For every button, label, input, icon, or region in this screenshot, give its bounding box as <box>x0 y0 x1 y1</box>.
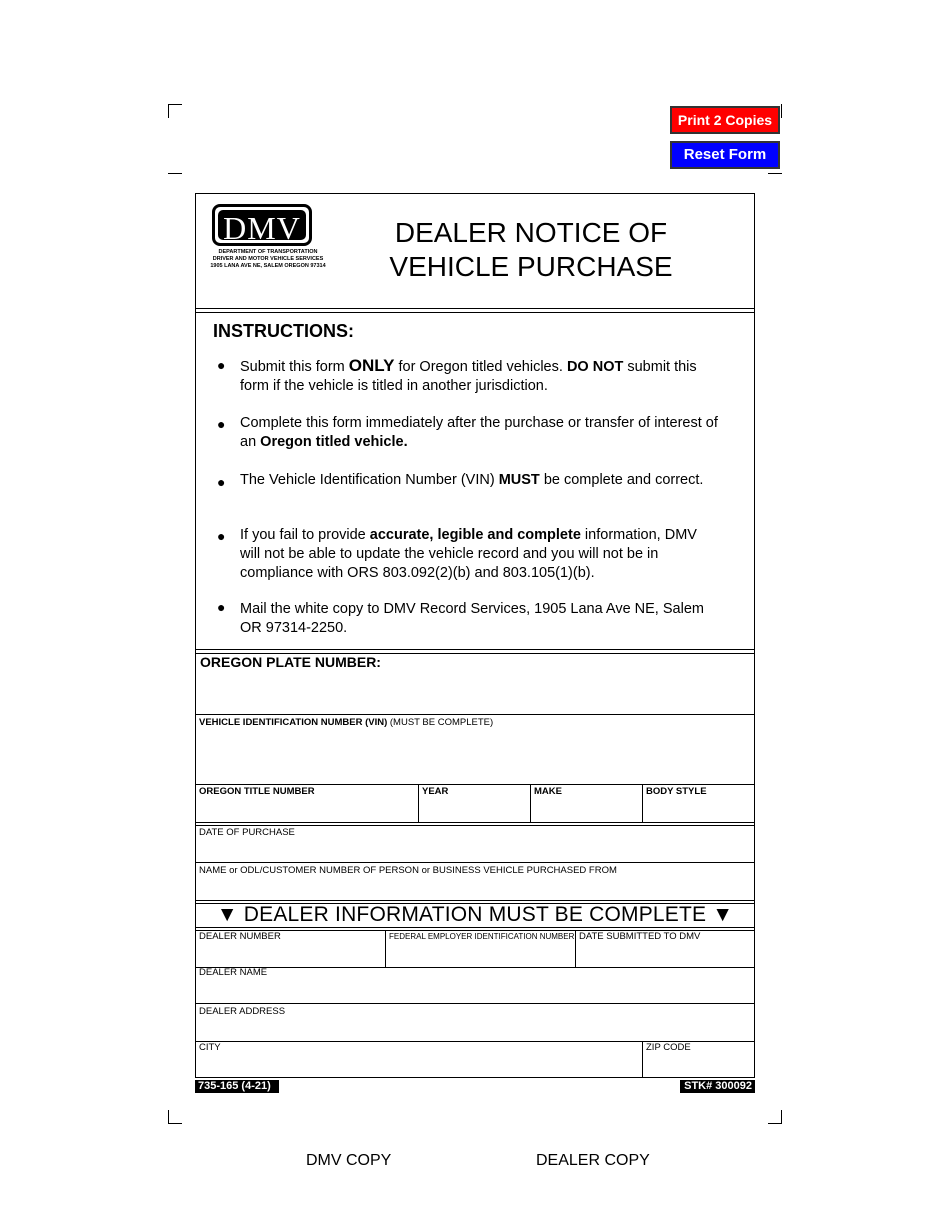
logo-division: DRIVER AND MOTOR VEHICLE SERVICES <box>212 256 324 262</box>
date-of-purchase-field[interactable] <box>196 840 754 862</box>
zip-field[interactable] <box>643 1055 754 1077</box>
reset-form-button[interactable]: Reset Form <box>670 141 780 169</box>
bullet-icon: ● <box>217 599 226 615</box>
dealer-address-field[interactable] <box>196 1019 754 1041</box>
make-label: MAKE <box>534 786 562 797</box>
crop-mark <box>168 104 169 118</box>
instructions-heading: INSTRUCTIONS: <box>213 321 354 341</box>
dealer-number-field[interactable] <box>196 944 385 967</box>
dealer-info-banner: ▼ DEALER INFORMATION MUST BE COMPLETE ▼ <box>216 903 734 926</box>
body-style-label: BODY STYLE <box>646 786 707 797</box>
date-submitted-label: DATE SUBMITTED TO DMV <box>579 931 701 942</box>
dealer-notice-form <box>195 193 755 1078</box>
plate-field[interactable] <box>196 672 754 714</box>
dealer-name-field[interactable] <box>196 980 754 1003</box>
instruction-1: Submit this form ONLY for Oregon titled vehicles. DO NOT submit this form if the vehicle is titled in another jurisdiction. <box>240 356 697 394</box>
crop-mark <box>781 104 782 118</box>
date-submitted-field[interactable] <box>576 944 754 967</box>
dealer-copy-label: DEALER COPY <box>536 1152 650 1169</box>
year-label: YEAR <box>422 786 449 797</box>
plate-label: OREGON PLATE NUMBER: <box>200 654 381 670</box>
city-field[interactable] <box>196 1055 642 1077</box>
logo-dept: DEPARTMENT OF TRANSPORTATION <box>218 249 318 255</box>
seller-label: NAME or ODL/CUSTOMER NUMBER OF PERSON or BUSINESS VEHICLE PURCHASED FROM <box>199 865 617 876</box>
crop-mark <box>781 1110 782 1124</box>
bullet-icon: ● <box>217 357 226 373</box>
dealer-name-label: DEALER NAME <box>199 967 268 978</box>
date-of-purchase-label: DATE OF PURCHASE <box>199 827 295 838</box>
instruction-5: Mail the white copy to DMV Record Services, 1905 Lana Ave NE, Salem OR 97314-2250. <box>240 601 704 636</box>
crop-mark <box>168 173 182 174</box>
title-number-field[interactable] <box>196 799 418 822</box>
city-label: CITY <box>199 1042 221 1053</box>
bullet-icon: ● <box>217 416 226 432</box>
seller-field[interactable] <box>196 878 754 900</box>
form-title: DEALER NOTICE OF VEHICLE PURCHASE <box>389 217 673 282</box>
instruction-3: The Vehicle Identification Number (VIN) MUST be complete and correct. <box>240 472 704 488</box>
form-number: 735-165 (4-21) <box>195 1080 279 1093</box>
instruction-4: If you fail to provide accurate, legible and complete information, DMV will not be able to update the vehicle record and you will not be in compliance with ORS 803.092(2)(b) and 803.105(1)(b). <box>240 527 697 581</box>
vin-label: VEHICLE IDENTIFICATION NUMBER (VIN) (MUST BE COMPLETE) <box>199 717 494 728</box>
bullet-icon: ● <box>217 528 226 544</box>
fein-label: FEDERAL EMPLOYER IDENTIFICATION NUMBER <box>389 932 575 941</box>
make-field[interactable] <box>531 799 642 822</box>
print-copies-button[interactable]: Print 2 Copies <box>670 106 780 134</box>
year-field[interactable] <box>419 799 530 822</box>
logo-address: 1905 LANA AVE NE, SALEM OREGON 97314 <box>210 263 326 269</box>
dealer-number-label: DEALER NUMBER <box>199 931 281 942</box>
vin-field[interactable] <box>196 730 754 784</box>
title-number-label: OREGON TITLE NUMBER <box>199 786 315 797</box>
crop-mark <box>168 1110 169 1124</box>
stock-number: STK# 300092 <box>680 1080 755 1093</box>
crop-mark <box>768 173 782 174</box>
crop-mark <box>168 1123 182 1124</box>
dmv-logo: DMV DEPARTMENT OF TRANSPORTATION DRIVER AND MOTOR VEHICLE SERVICES 1905 LANA AVE NE, SALEM OREGON 97314 <box>208 204 328 270</box>
zip-label: ZIP CODE <box>646 1042 691 1053</box>
fein-field[interactable] <box>386 944 575 967</box>
bullet-icon: ● <box>217 474 226 490</box>
crop-mark <box>768 1123 782 1124</box>
body-style-field[interactable] <box>643 799 754 822</box>
dmv-copy-label: DMV COPY <box>306 1152 392 1169</box>
dealer-address-label: DEALER ADDRESS <box>199 1006 286 1017</box>
instruction-2: Complete this form immediately after the purchase or transfer of interest of an Oregon titled vehicle. <box>240 415 718 450</box>
crop-mark <box>168 104 182 105</box>
